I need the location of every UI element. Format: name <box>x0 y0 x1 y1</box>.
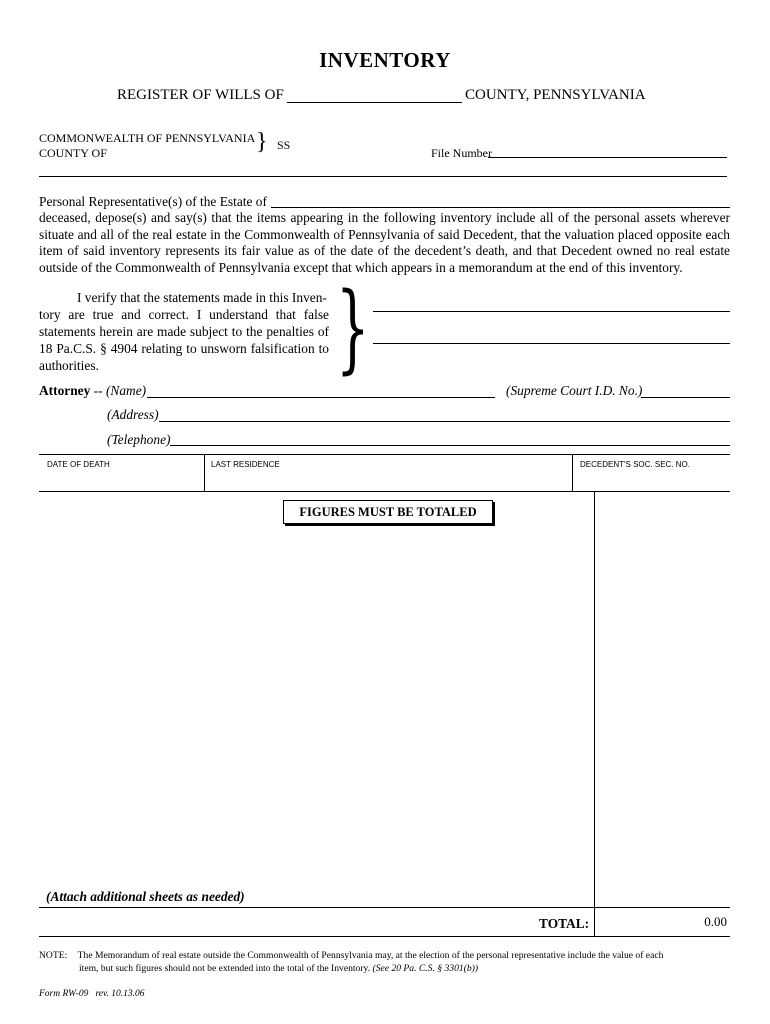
info-table-top <box>39 454 730 455</box>
affidavit-body: deceased, depose(s) and say(s) that the items appearing in the following inventory include all of the personal assets wherever situate and all of the real estate in the Commonwealth of Pennsylvania of said Decedent, that the valuation placed opposite each item of said inventory represents its fair value as of the date of the decedent’s death, and that Decedent owned no real estate outside of the Commonwealth of Pennsylvania except that which appears in a memorandum at the end of this inventory. <box>39 210 730 275</box>
last-residence-field[interactable] <box>210 470 568 488</box>
county-name-field[interactable] <box>287 102 462 103</box>
attorney-name-label <box>39 383 146 399</box>
form-title: INVENTORY <box>319 48 451 72</box>
value-column-divider <box>594 491 595 936</box>
ssn-header: DECEDENT'S SOC. SEC. NO. <box>580 460 690 469</box>
register-suffix: COUNTY, PENNSYLVANIA <box>465 87 646 103</box>
form-footer: Form RW-09 rev. 10.13.06 <box>39 989 145 999</box>
court-id-label <box>506 383 642 399</box>
date-of-death-header: DATE OF DEATH <box>47 460 110 469</box>
ssn-field[interactable] <box>578 470 728 488</box>
total-value[interactable]: 0.00 <box>704 914 727 929</box>
estate-label <box>39 194 730 211</box>
note-text-1: The Memorandum of real estate outside the Commonwealth of Pennsylvania may, at the election of the personal representative include the value of each <box>77 950 664 961</box>
total-label <box>539 916 589 932</box>
inventory-items-area[interactable] <box>40 528 590 888</box>
court-id-text: (Supreme Court I.D. No.) <box>506 383 643 398</box>
verification-text <box>39 289 329 374</box>
verification-rest: tory are true and correct. I understand that false statements herein are made subject to the penalties of 18 Pa.C.S. § 4904 relating to unsworn falsification to authorities. <box>39 307 329 373</box>
info-table-divider-1 <box>204 454 205 492</box>
date-of-death-field[interactable] <box>45 470 200 488</box>
inventory-values-area[interactable] <box>600 528 728 888</box>
estate-name-field[interactable] <box>271 207 730 208</box>
note-label: NOTE: <box>39 950 68 961</box>
telephone-label <box>107 432 170 448</box>
section-divider <box>39 176 727 177</box>
total-row-top <box>39 907 730 908</box>
figures-notice: FIGURES MUST BE TOTALED <box>283 500 493 524</box>
attorney-name-field[interactable] <box>147 397 495 398</box>
address-field[interactable] <box>159 421 730 422</box>
telephone-text: (Telephone) <box>107 432 171 447</box>
total-label-text: TOTAL: <box>539 916 590 931</box>
total-row-bottom <box>39 936 730 937</box>
file-number-label: File Number <box>431 146 492 160</box>
verification-brace: } <box>336 272 370 384</box>
court-id-field[interactable] <box>641 397 730 398</box>
note-line-1 <box>39 949 731 962</box>
venue-brace: } <box>256 129 268 155</box>
estate-label-text: Personal Representative(s) of the Estate of <box>39 194 267 209</box>
info-table-bottom <box>39 491 730 492</box>
note-text-2: item, but such figures should not be extended into the total of the Inventory. <box>79 963 371 974</box>
signature-line-1[interactable] <box>373 311 730 312</box>
attorney-label: Attorney <box>39 383 91 398</box>
telephone-field[interactable] <box>170 445 730 446</box>
county-of-label: COUNTY OF <box>39 146 107 160</box>
attorney-sep: -- <box>90 383 106 398</box>
address-label <box>107 407 159 423</box>
commonwealth-label: COMMONWEALTH OF PENNSYLVANIA <box>39 131 256 145</box>
info-table-divider-2 <box>572 454 573 492</box>
ss-label: SS <box>277 138 291 152</box>
signature-line-2[interactable] <box>373 343 730 344</box>
file-number-field[interactable] <box>488 157 727 158</box>
name-label: (Name) <box>105 383 147 398</box>
attach-note <box>46 889 245 905</box>
attach-note-text: (Attach additional sheets as needed) <box>46 889 245 904</box>
note-citation: (See 20 Pa. C.S. § 3301(b)) <box>372 963 479 974</box>
address-text: (Address) <box>107 407 159 422</box>
register-prefix: REGISTER OF WILLS OF <box>117 87 284 103</box>
last-residence-header: LAST RESIDENCE <box>211 460 280 469</box>
verification-first-line: I verify that the statements made in this Inven- <box>77 290 327 305</box>
note-line-2 <box>79 962 729 975</box>
